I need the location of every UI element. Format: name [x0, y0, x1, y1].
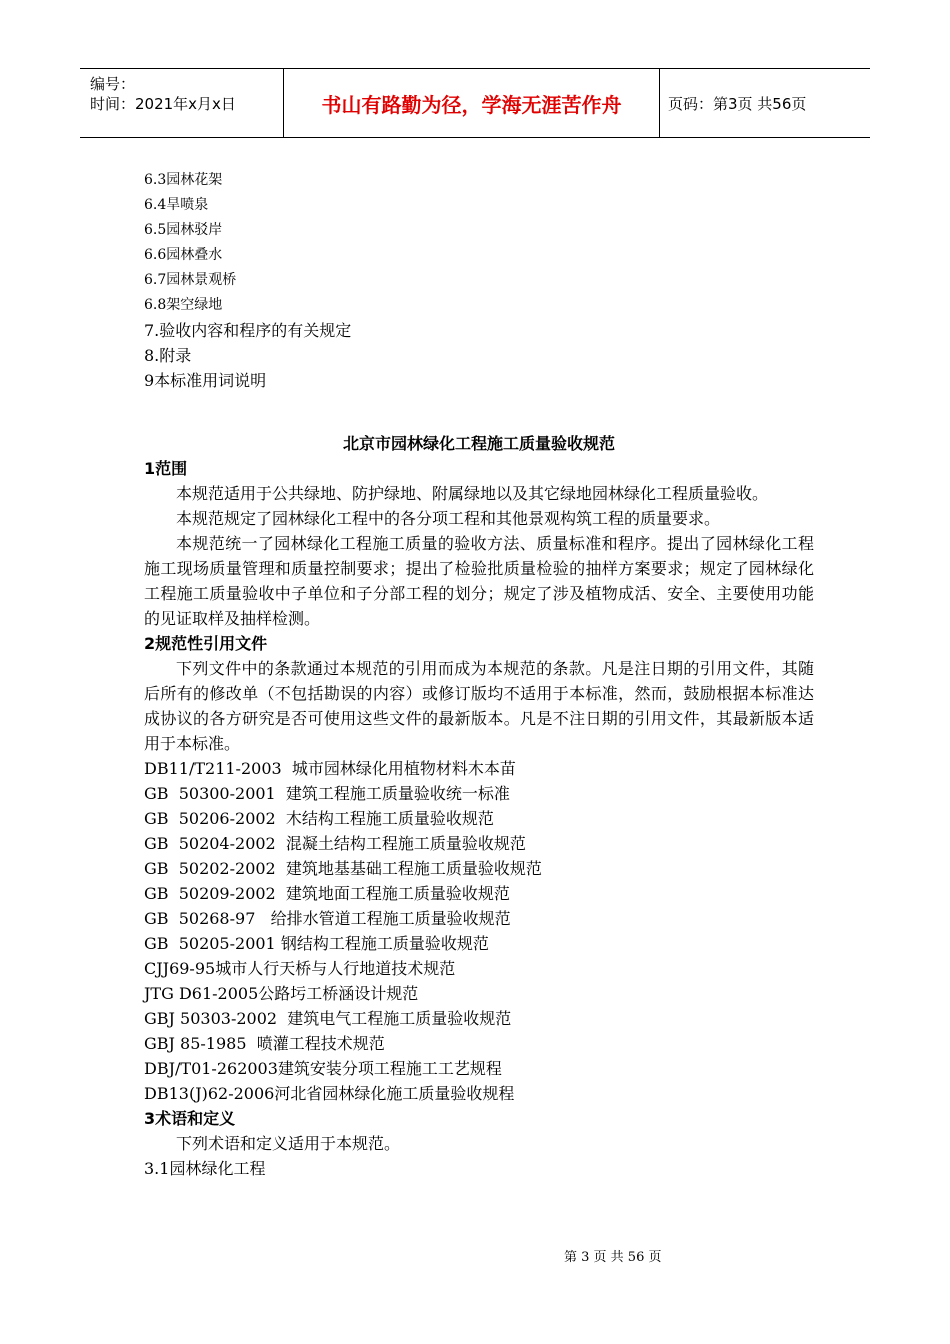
paragraph: 下列术语和定义适用于本规范。 [176, 1134, 401, 1153]
header-motto: 书山有路勤为径，学海无涯苦作舟 [284, 69, 660, 137]
subsection-heading: 3.1园林绿化工程 [144, 1159, 266, 1178]
paragraph: 本规范统一了园林绿化工程施工质量的验收方法、质量标准和程序。提出了园林绿化工程施工现场质量管理和质量控制要求；提出了检验批质量检验的抽样方案要求；规定了园林绿化工程施工质量验收中子单位和子分部工程的划分；规定了涉及植物成活、安全、主要使用功能的见证取样及抽样检测。 [144, 534, 814, 628]
reference-item: GB 50204-2002 混凝土结构工程施工质量验收规范 [144, 834, 526, 853]
reference-item: JTG D61-2005公路圬工桥涵设计规范 [144, 984, 419, 1003]
paragraph: 本规范适用于公共绿地、防护绿地、附属绿地以及其它绿地园林绿化工程质量验收。 [176, 484, 769, 503]
toc-item: 6.3园林花架 [144, 172, 223, 188]
paragraph: 本规范规定了园林绿化工程中的各分项工程和其他景观构筑工程的质量要求。 [176, 509, 721, 528]
reference-item: GB 50205-2001 钢结构工程施工质量验收规范 [144, 934, 489, 953]
time-label: 时间：2021年x月x日 [90, 95, 236, 113]
header-meta [80, 69, 284, 137]
reference-item: GB 50202-2002 建筑地基基础工程施工质量验收规范 [144, 859, 542, 878]
toc-item: 6.8架空绿地 [144, 297, 223, 313]
number-label: 编号： [90, 75, 136, 93]
toc-item: 6.5园林驳岸 [144, 222, 223, 238]
header-page-info: 页码：第3页 共56页 [668, 94, 807, 113]
section-heading: 2规范性引用文件 [144, 634, 268, 653]
reference-item: GB 50268-97 给排水管道工程施工质量验收规范 [144, 909, 511, 928]
toc-item: 6.7园林景观桥 [144, 272, 237, 288]
toc-item: 7.验收内容和程序的有关规定 [144, 321, 352, 340]
reference-item: DBJ/T01-262003建筑安装分项工程施工工艺规程 [144, 1059, 502, 1078]
toc-item: 8.附录 [144, 346, 192, 365]
reference-item: DB13(J)62-2006河北省园林绿化施工质量验收规程 [144, 1084, 515, 1103]
reference-item: DB11/T211-2003 城市园林绿化用植物材料木本苗 [144, 759, 516, 778]
document-title: 北京市园林绿化工程施工质量验收规范 [342, 434, 615, 453]
toc-item: 6.4旱喷泉 [144, 197, 209, 213]
page-header [80, 68, 870, 138]
reference-item: GB 50206-2002 木结构工程施工质量验收规范 [144, 809, 494, 828]
page-footer: 第 3 页 共 56 页 [564, 1250, 662, 1265]
section-heading: 1范围 [144, 459, 188, 478]
document-body [144, 168, 814, 1181]
toc-item: 9本标准用词说明 [144, 371, 267, 390]
section-heading: 3术语和定义 [144, 1109, 236, 1128]
reference-item: GB 50209-2002 建筑地面工程施工质量验收规范 [144, 884, 510, 903]
reference-item: CJJ69-95城市人行天桥与人行地道技术规范 [144, 959, 456, 978]
reference-item: GBJ 85-1985 喷灌工程技术规范 [144, 1034, 385, 1053]
toc-item: 6.6园林叠水 [144, 247, 223, 263]
reference-item: GBJ 50303-2002 建筑电气工程施工质量验收规范 [144, 1009, 512, 1028]
reference-item: GB 50300-2001 建筑工程施工质量验收统一标准 [144, 784, 510, 803]
paragraph: 下列文件中的条款通过本规范的引用而成为本规范的条款。凡是注日期的引用文件，其随后所有的修改单（不包括勘误的内容）或修订版均不适用于本标准，然而，鼓励根据本标准达成协议的各方研究是否可使用这些文件的最新版本。凡是不注日期的引用文件，其最新版本适用于本标准。 [144, 659, 814, 753]
